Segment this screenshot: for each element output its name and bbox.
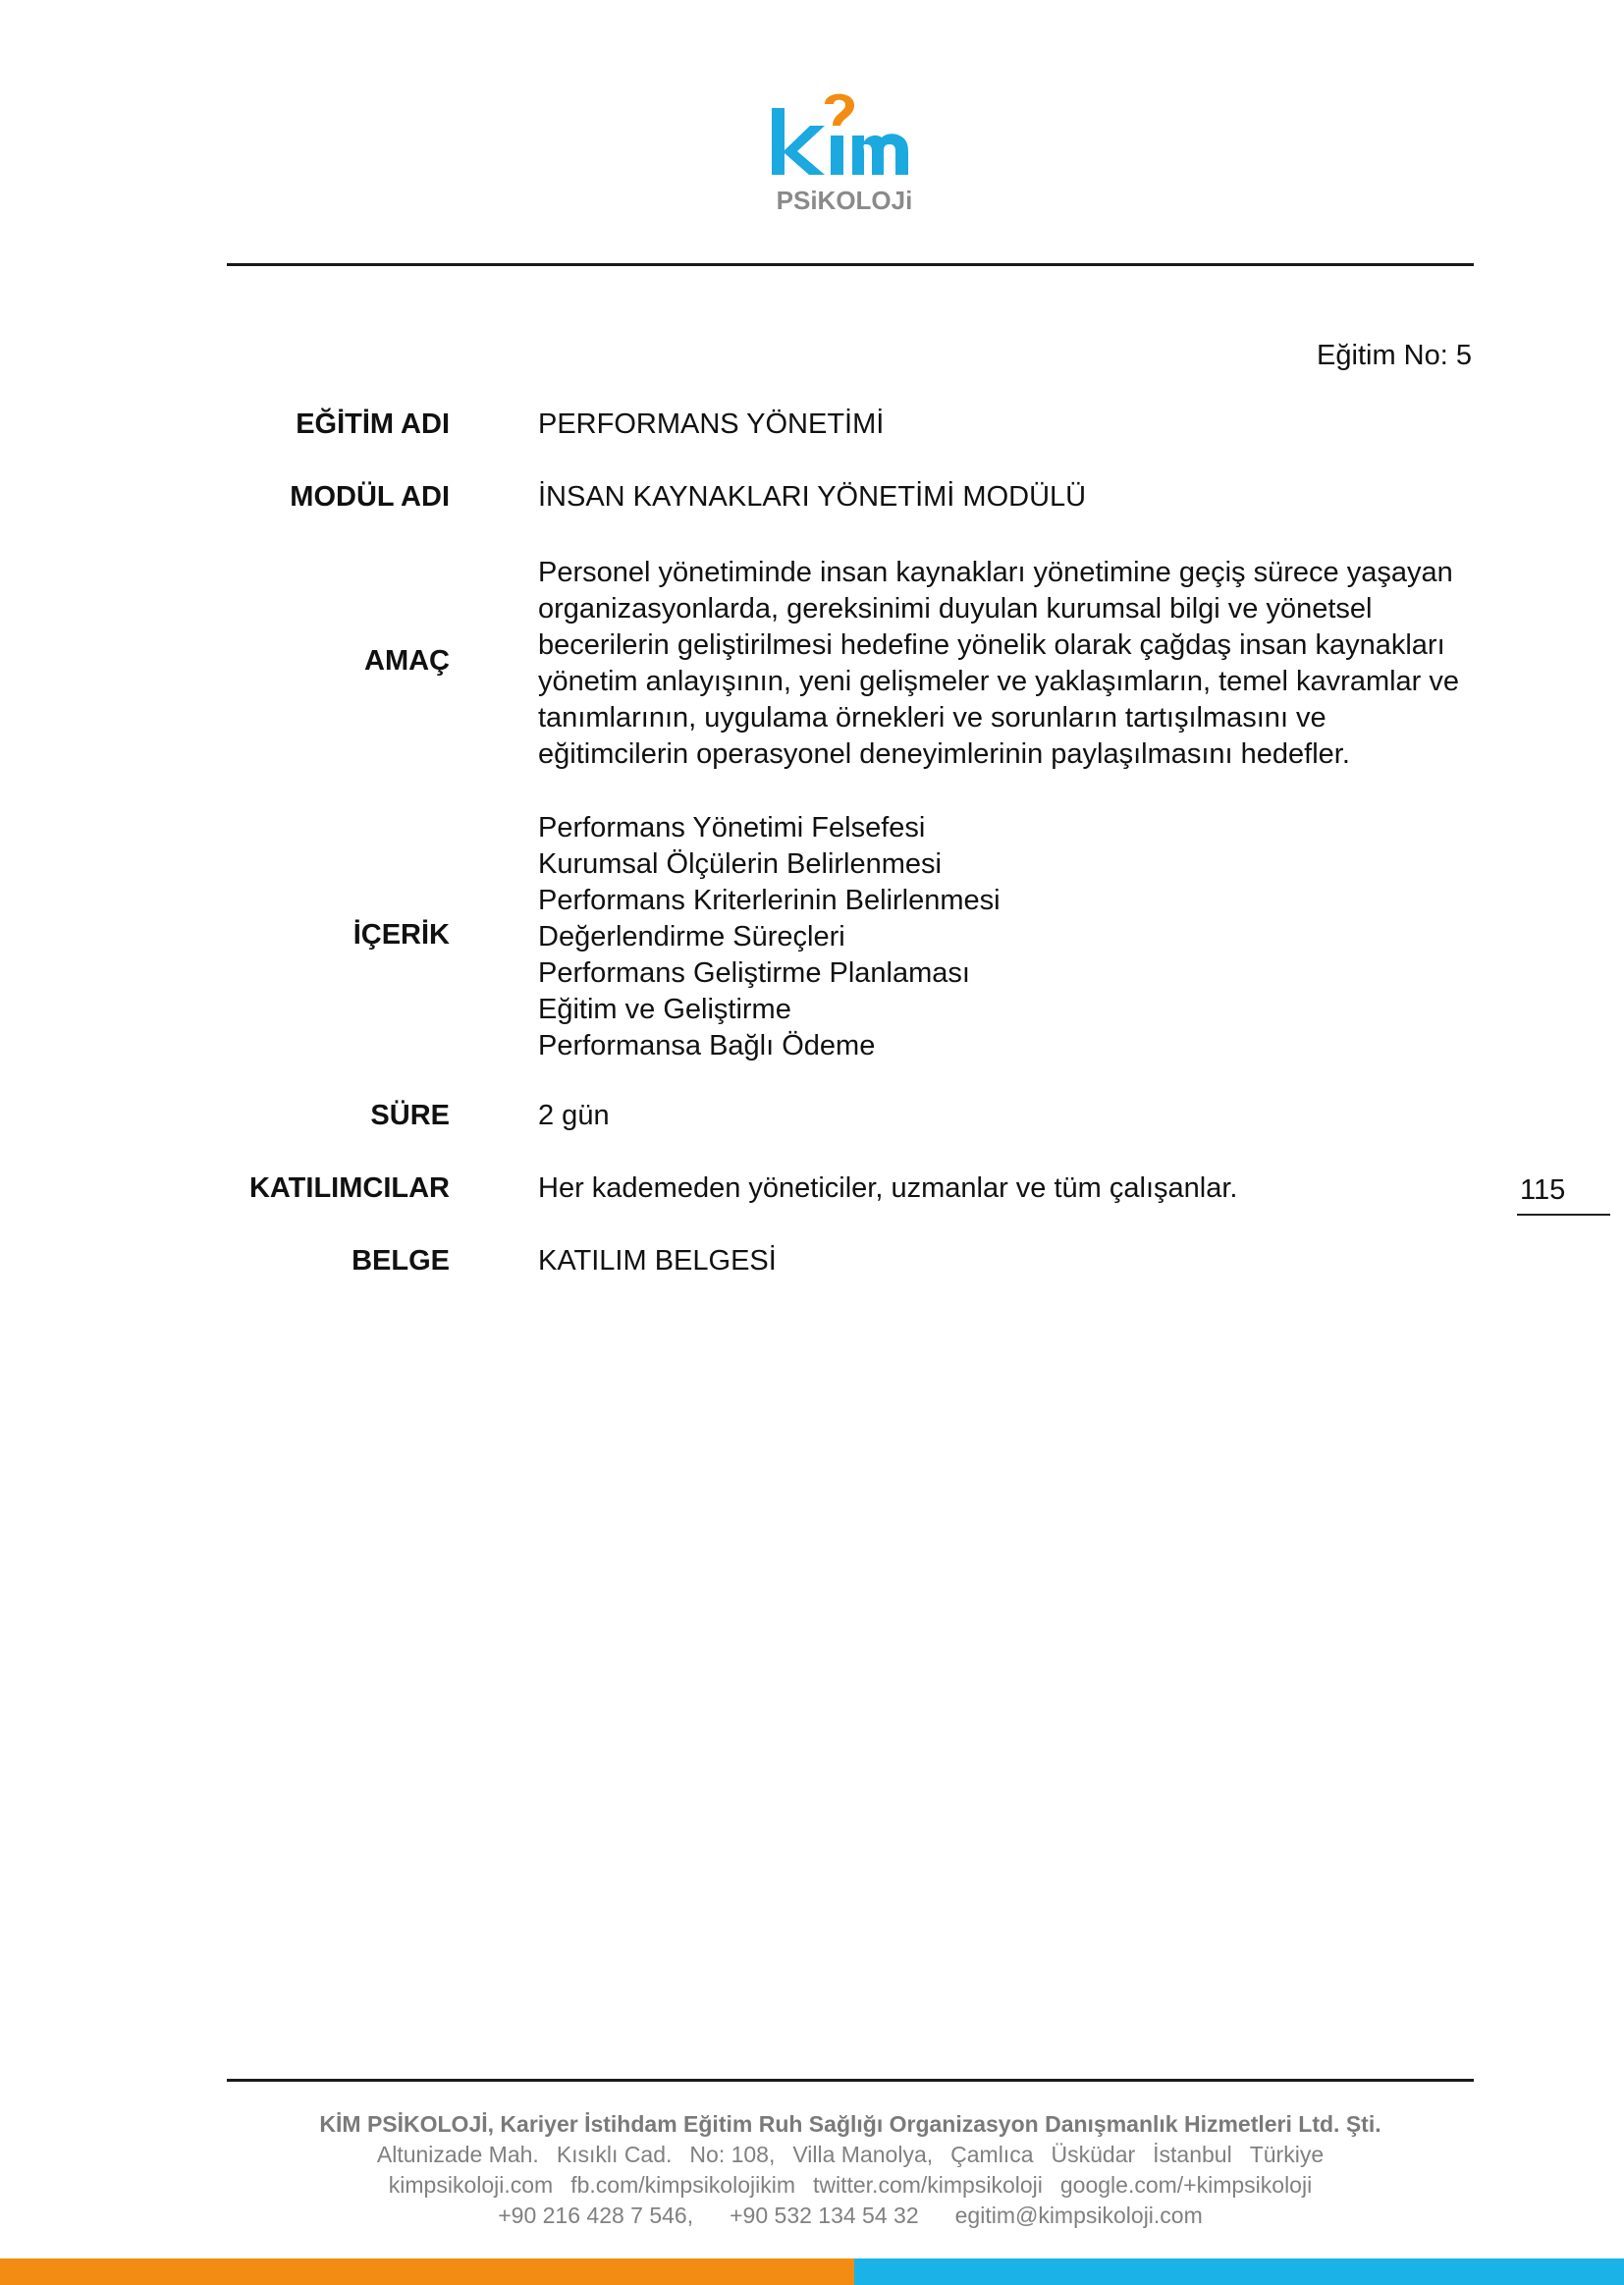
address-part: Altunizade Mah. xyxy=(376,2142,539,2167)
purpose-line: yönetim anlayışının, yeni gelişmeler ve yaklaşımların, temel kavramlar ve xyxy=(538,666,1460,697)
email-link[interactable]: egitim@kimpsikoloji.com xyxy=(954,2203,1203,2228)
footer-address xyxy=(227,2140,1474,2170)
footer xyxy=(227,2109,1474,2231)
purpose-line: organizasyonlarda, gereksinimi duyulan kurumsal bilgi ve yönetsel xyxy=(538,593,1373,625)
phone-2: +90 532 134 54 32 xyxy=(730,2203,919,2228)
field-label: SÜRE xyxy=(370,1100,450,1131)
field-label: MODÜL ADI xyxy=(290,481,450,513)
training-number: Eğitim No: 5 xyxy=(1317,340,1472,371)
bottom-bar-orange xyxy=(0,2258,854,2285)
purpose-line: Personel yönetiminde insan kaynakları yönetimine geçiş sürece yaşayan xyxy=(538,557,1453,588)
address-part: No: 108, xyxy=(689,2142,776,2167)
field-label: AMAÇ xyxy=(364,645,450,677)
field-label: KATILIMCILAR xyxy=(248,1172,450,1204)
address-part: Üsküdar xyxy=(1051,2142,1136,2167)
footer-company: KİM PSİKOLOJİ, Kariyer İstihdam Eğitim Ruh Sağlığı Organizasyon Danışmanlık Hizmetleri Ltd. Şti. xyxy=(319,2111,1381,2137)
twitter-link[interactable]: twitter.com/kimpsikoloji xyxy=(812,2172,1043,2198)
content-item: Performans Geliştirme Planlaması xyxy=(538,957,970,989)
field-value: Her kademeden yöneticiler, uzmanlar ve tüm çalışanlar. xyxy=(538,1172,1238,1204)
page-number: 115 xyxy=(1520,1174,1566,1206)
address-part: Türkiye xyxy=(1249,2142,1325,2167)
company-logo xyxy=(766,88,933,221)
content-item: Performans Kriterlerinin Belirlenmesi xyxy=(538,885,1001,916)
address-part: İstanbul xyxy=(1153,2142,1232,2167)
purpose-line: tanımlarının, uygulama örnekleri ve sorunların tartışılmasını ve xyxy=(538,702,1326,734)
content-item: Kurumsal Ölçülerin Belirlenmesi xyxy=(538,848,942,880)
content-item: Performans Yönetimi Felsefesi xyxy=(538,812,926,843)
field-value: İNSAN KAYNAKLARI YÖNETİMİ MODÜLÜ xyxy=(538,481,1087,513)
field-value: 2 gün xyxy=(538,1100,610,1131)
bottom-bar-blue xyxy=(854,2258,1624,2285)
content-item: Değerlendirme Süreçleri xyxy=(538,921,845,952)
address-part: Kısıklı Cad. xyxy=(556,2142,673,2167)
google-link[interactable]: google.com/+kimpsikoloji xyxy=(1059,2172,1313,2198)
website-link[interactable]: kimpsikoloji.com xyxy=(388,2172,554,2198)
purpose-text xyxy=(538,555,1460,773)
facebook-link[interactable]: fb.com/kimpsikolojikim xyxy=(570,2172,795,2198)
kim-psikoloji-logo-icon xyxy=(766,88,933,221)
phone-1: +90 216 428 7 546, xyxy=(498,2203,694,2228)
field-label: BELGE xyxy=(352,1245,450,1277)
page-number-underline xyxy=(1517,1214,1610,1216)
address-part: Çamlıca xyxy=(950,2142,1034,2167)
address-part: Villa Manolya, xyxy=(792,2142,934,2167)
footer-divider xyxy=(227,2079,1474,2082)
purpose-line: eğitimcilerin operasyonel deneyimlerinin paylaşılmasını hedefler. xyxy=(538,738,1350,770)
header-divider xyxy=(227,263,1474,266)
logo-subtext: PSiKOLOJi xyxy=(776,186,913,215)
field-label: EĞİTİM ADI xyxy=(296,408,450,440)
content-item: Eğitim ve Geliştirme xyxy=(538,994,791,1025)
field-label: İÇERİK xyxy=(352,919,450,951)
field-value: KATILIM BELGESİ xyxy=(538,1245,777,1277)
footer-links xyxy=(227,2170,1474,2201)
footer-contacts xyxy=(227,2201,1474,2231)
purpose-line: becerilerin geliştirilmesi hedefine yönelik olarak çağdaş insan kaynakları xyxy=(538,629,1445,661)
field-value: PERFORMANS YÖNETİMİ xyxy=(538,408,885,440)
content-item: Performansa Bağlı Ödeme xyxy=(538,1030,876,1061)
content-list xyxy=(538,810,1451,1064)
